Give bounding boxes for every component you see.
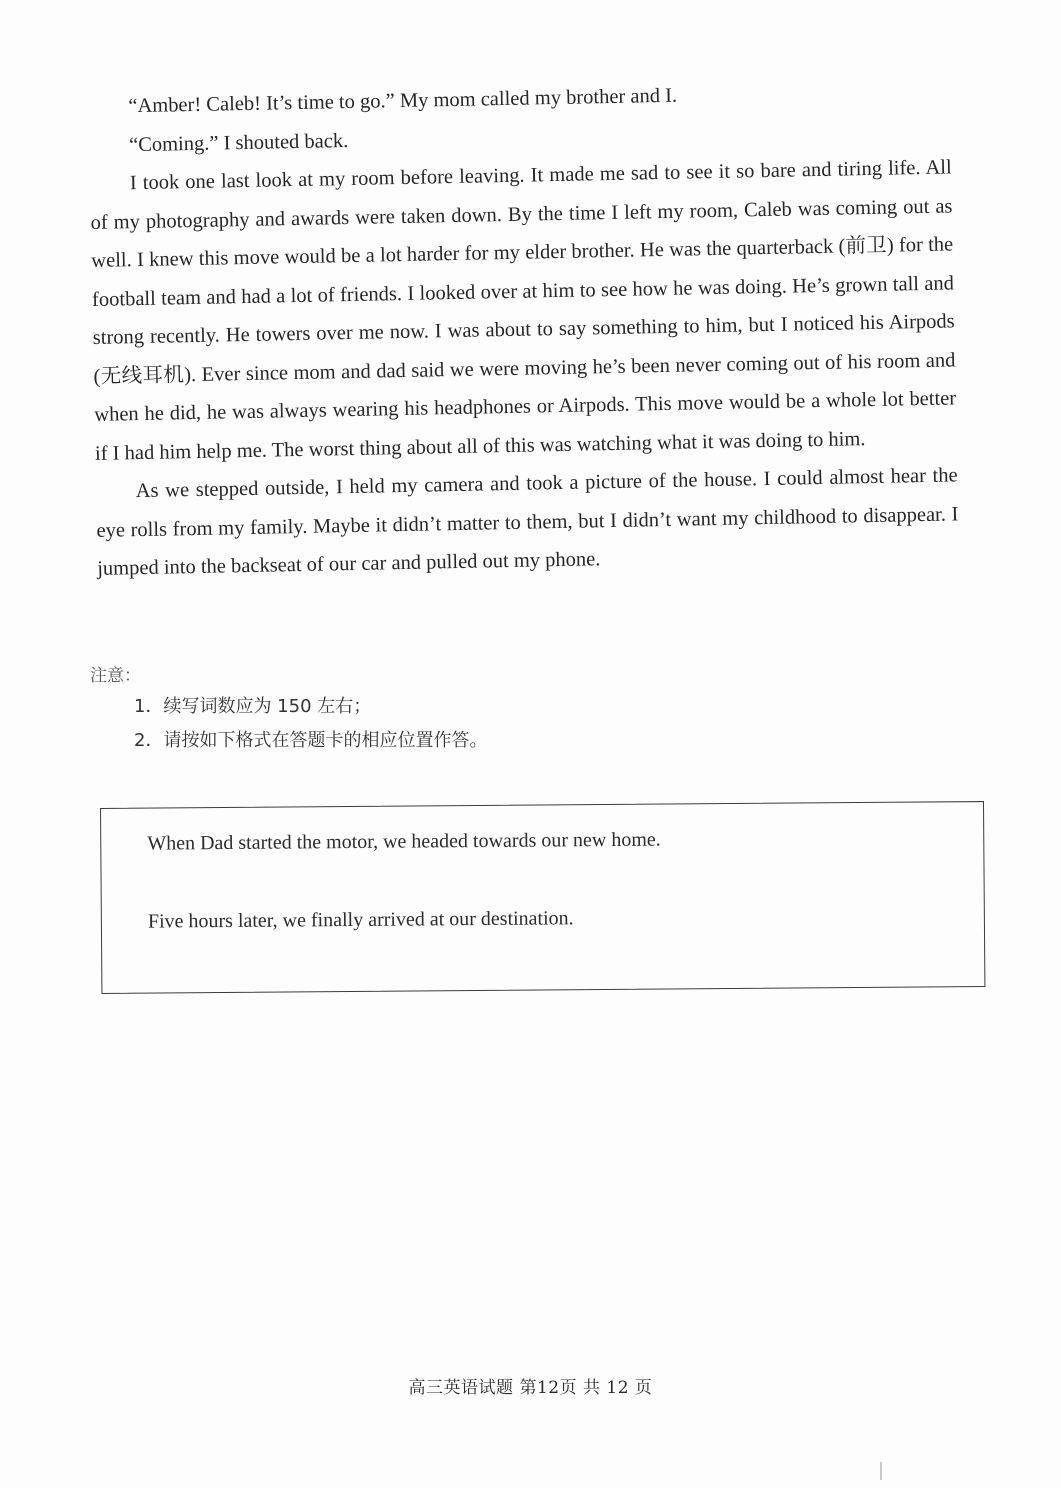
paragraph-4: As we stepped outside, I held my camera and took a picture of the house. I could almost hear the eye rolls from my family. Maybe it didn’t matter to them, but I didn’t want my childhood to disappear. I jumped into the backseat of our car and pulled out my phone.	[96, 464, 959, 580]
paragraph-2: “Coming.” I shouted back.	[128, 129, 349, 156]
notes-title: 注意：	[90, 666, 141, 686]
answer-box-line-2: Five hours later, we finally arrived at our destination.	[147, 907, 574, 933]
note-item-1: 1．续写词数应为 150 左右；	[134, 696, 372, 717]
note-item-2: 2．请按如下格式在答题卡的相应位置作答。	[134, 730, 488, 751]
instructions	[90, 662, 487, 758]
page-footer: 高三英语试题 第12页 共 12 页	[408, 1378, 653, 1398]
scan-artifact	[880, 1462, 882, 1480]
answer-format-box	[100, 801, 985, 994]
paragraph-3: I took one last look at my room before leaving. It made me sad to see it so bare and tiring life. All of my photography and awards were taken down. By the time I left my room, Caleb was coming out as well. I knew this move would be a lot harder for my elder brother. He was the quarterback (前卫) for the football team and had a lot of friends. I looked over at him to see how he was doing. He’s grown tall and strong recently. He towers over me now. I was about to say something to him, but I noticed his Airpods (无线耳机). Ever since mom and dad said we were moving he’s been never coming out of his room and when he did, he was always wearing his headphones or Airpods. This move would be a whole lot better if I had him help me. The worst thing about all of this was watching what it was doing to him.	[90, 156, 957, 465]
paragraph-1: “Amber! Caleb! It’s time to go.” My mom called my brother and I.	[128, 84, 678, 118]
story-passage	[88, 71, 959, 588]
answer-box-line-1: When Dad started the motor, we headed towards our new home.	[147, 828, 661, 855]
